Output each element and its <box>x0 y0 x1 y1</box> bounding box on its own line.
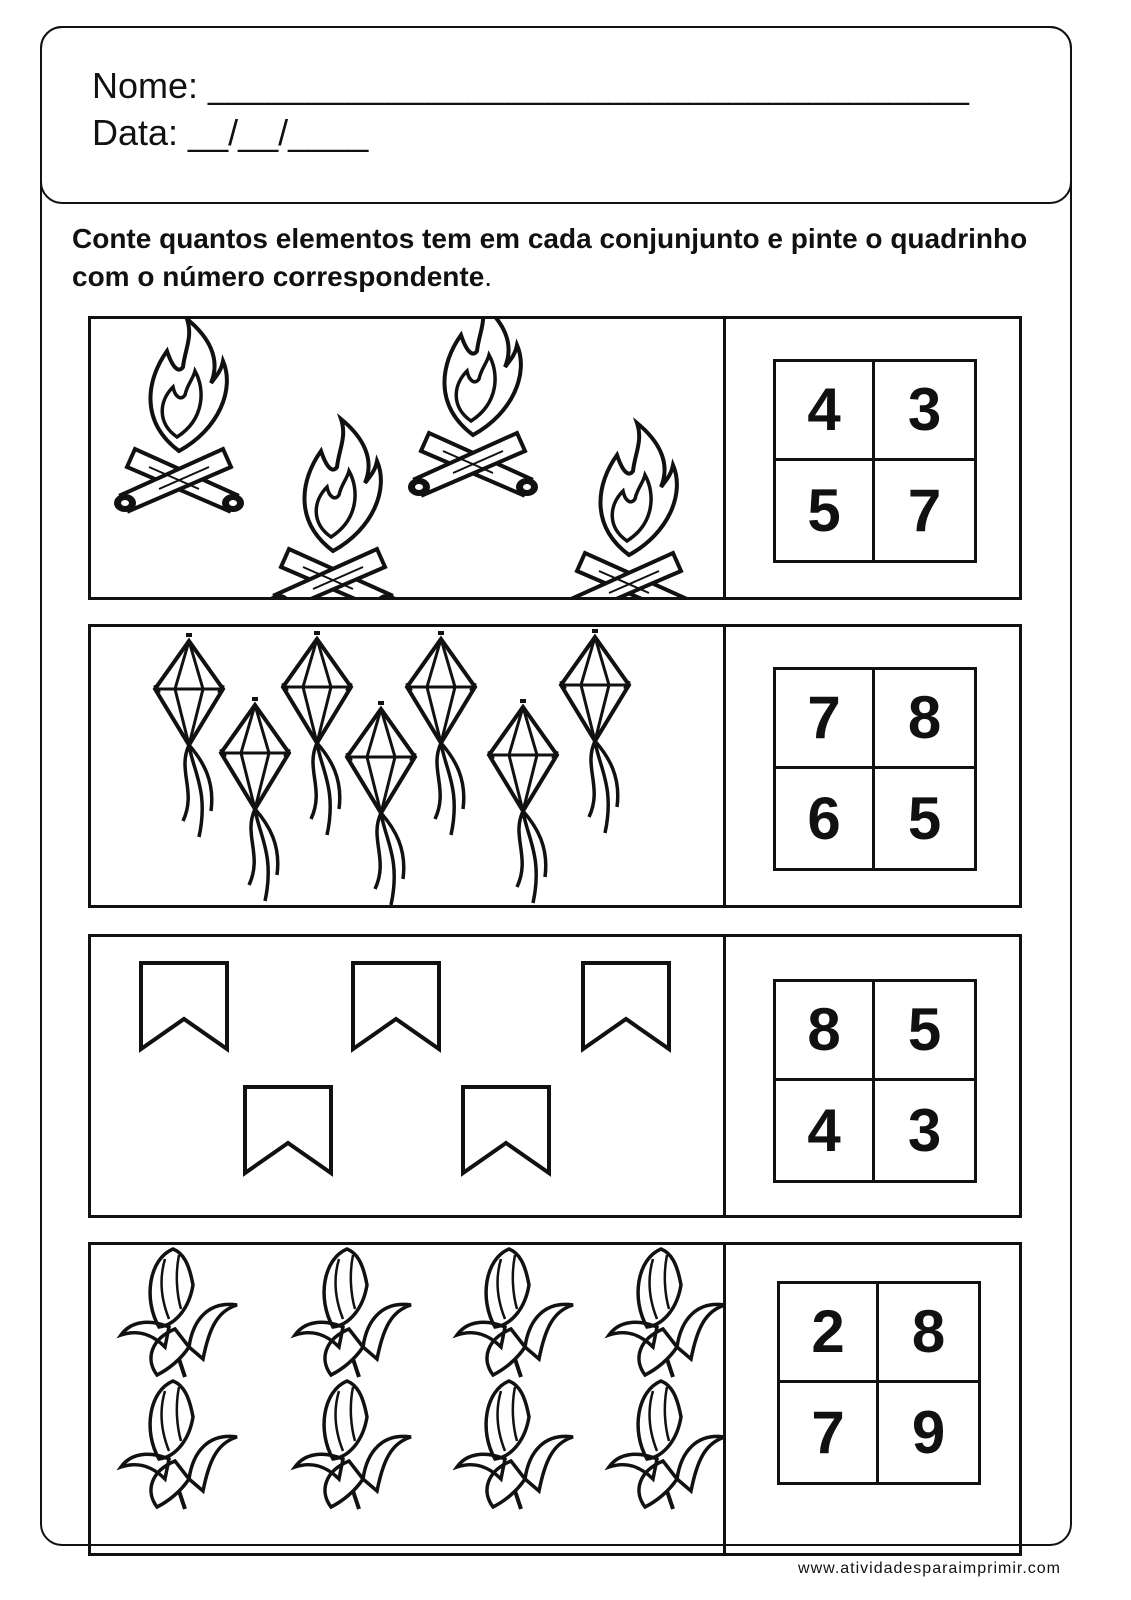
kite-icon <box>489 701 557 903</box>
campfire-icon <box>564 423 694 597</box>
number-option[interactable]: 5 <box>907 784 942 852</box>
number-option[interactable]: 4 <box>776 362 875 461</box>
number-option[interactable]: 8 <box>879 1284 978 1383</box>
name-field-label: Nome: ______________________________________ <box>92 65 969 106</box>
bunting-flag-icon <box>141 963 227 1049</box>
corn-icon <box>457 1381 573 1509</box>
number-option[interactable]: 5 <box>875 982 974 1081</box>
bunting-flag-icon <box>245 1087 331 1173</box>
exercise-row-1 <box>88 316 1022 600</box>
number-option[interactable]: 3 <box>875 362 974 461</box>
row-divider <box>723 624 726 908</box>
number-grid <box>773 667 977 871</box>
number-option[interactable]: 9 <box>911 1398 946 1466</box>
kite-icon <box>407 633 475 835</box>
number-option[interactable]: 6 <box>776 769 875 868</box>
number-grid <box>773 359 977 563</box>
campfire-group <box>91 319 723 597</box>
instructions-text: Conte quantos elementos tem em cada conjunjunto e pinte o quadrinho com o número correspondente <box>72 223 1028 292</box>
bunting-flag-icon <box>583 963 669 1049</box>
bunting-flag-icon <box>353 963 439 1049</box>
number-option[interactable]: 8 <box>875 670 974 769</box>
kite-icon <box>561 631 629 833</box>
number-grid <box>773 979 977 1183</box>
number-option[interactable]: 2 <box>780 1284 879 1383</box>
kite-group <box>91 627 723 905</box>
number-option[interactable]: 7 <box>907 476 942 544</box>
corn-icon <box>609 1381 723 1509</box>
date-field-label: Data: __/__/____ <box>92 112 369 153</box>
number-option[interactable]: 8 <box>776 982 875 1081</box>
corn-icon <box>457 1249 573 1377</box>
exercise-row-3 <box>88 934 1022 1218</box>
corn-group <box>91 1245 723 1553</box>
number-option[interactable]: 5 <box>776 461 875 560</box>
kite-icon <box>283 633 351 835</box>
number-grid <box>777 1281 981 1485</box>
corn-icon <box>121 1381 237 1509</box>
kite-icon <box>155 635 223 837</box>
number-option[interactable]: 7 <box>776 670 875 769</box>
instructions-period: . <box>484 261 493 292</box>
number-option[interactable]: 7 <box>780 1383 879 1482</box>
number-option[interactable]: 4 <box>776 1081 875 1180</box>
number-option[interactable]: 3 <box>907 1096 942 1164</box>
campfire-icon <box>114 319 244 512</box>
campfire-icon <box>408 319 538 496</box>
row-divider <box>723 934 726 1218</box>
row-divider <box>723 316 726 600</box>
campfire-icon <box>268 419 398 597</box>
corn-icon <box>121 1249 237 1377</box>
flag-group <box>91 937 723 1215</box>
footer-website: www.atividadesparaimprimir.com <box>790 1560 1061 1578</box>
kite-icon <box>221 699 289 901</box>
exercise-row-2 <box>88 624 1022 908</box>
kite-icon <box>347 703 415 905</box>
corn-icon <box>295 1381 411 1509</box>
bunting-flag-icon <box>463 1087 549 1173</box>
corn-icon <box>295 1249 411 1377</box>
exercise-row-4 <box>88 1242 1022 1556</box>
instructions <box>72 220 1072 296</box>
row-divider <box>723 1242 726 1556</box>
corn-icon <box>609 1249 723 1377</box>
